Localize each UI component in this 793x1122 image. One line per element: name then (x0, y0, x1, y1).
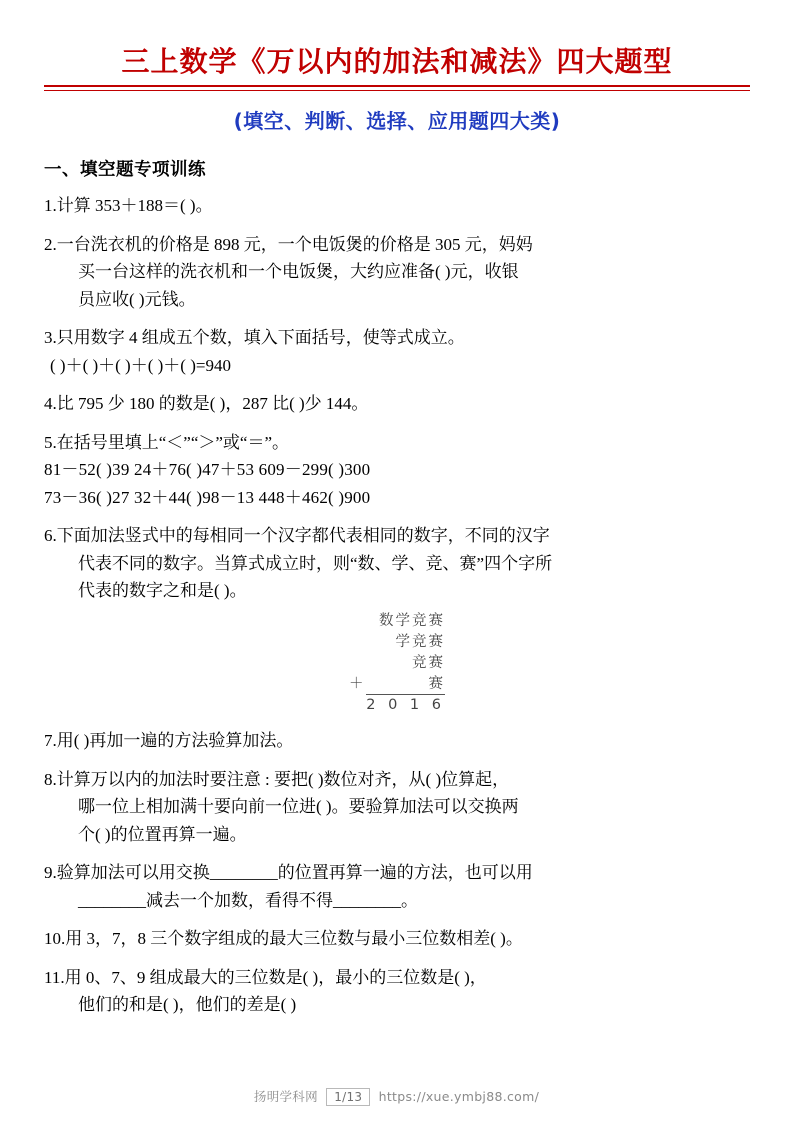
question-item (44, 964, 750, 1019)
question-line: 4.比 795 少 180 的数是( )，287 比( )少 144。 (44, 394, 369, 414)
question-item (44, 231, 750, 314)
plus-sign-icon: ＋ (349, 675, 366, 692)
question-item (44, 390, 750, 418)
puzzle-body (349, 611, 445, 716)
question-line: 73－36( )27 32＋44( )98－13 448＋462( )900 (44, 487, 371, 507)
page-title: 三上数学《万以内的加法和减法》四大题型 (121, 45, 673, 78)
question-line: 员应收( )元钱。 (78, 289, 196, 309)
puzzle-row-1: 数学竞赛 (379, 612, 445, 629)
title-divider (44, 85, 750, 91)
watermark-left: 扬明学科网 (253, 1089, 318, 1104)
question-line: 个( )的位置再算一遍。 (78, 824, 247, 844)
question-line: 代表的数字之和是( )。 (78, 581, 247, 601)
question-line: ________减去一个加数，看得不得________。 (78, 890, 418, 910)
puzzle-row-2: 学竞赛 (395, 633, 445, 650)
question-line: 81－52( )39 24＋76( )47＋53 609－299( )300 (44, 460, 371, 480)
question-item (44, 925, 750, 953)
puzzle-row-3: 竞赛 (412, 654, 445, 671)
question-line: 6.下面加法竖式中的每相同一个汉字都代表相同的数字，不同的汉字 (44, 526, 550, 546)
question-line: 8.计算万以内的加法时要注意 : 要把( )数位对齐，从( )位算起， (44, 769, 510, 789)
question-line: ( )＋( )＋( )＋( )＋( )=940 (50, 355, 231, 375)
question-line: 11.用 0、7、9 组成最大的三位数是( )，最小的三位数是( )， (44, 967, 487, 987)
page-footer (0, 1087, 793, 1106)
question-item (44, 766, 750, 849)
question-line: 7.用( )再加一遍的方法验算加法。 (44, 730, 294, 750)
section-heading: 一、填空题专项训练 (44, 160, 206, 180)
question-item (44, 859, 750, 914)
vertical-addition-figure (44, 611, 750, 716)
question-line: 哪一位上相加满十要向前一位进( )。要验算加法可以交换两 (78, 797, 519, 817)
question-item (44, 429, 750, 512)
question-item (44, 192, 750, 220)
watermark-url: https://xue.ymbj88.com/ (378, 1089, 540, 1104)
puzzle-sum: 2 0 1 6 (366, 694, 445, 713)
page-content (44, 44, 750, 1019)
question-line: 1.计算 353＋188＝( )。 (44, 196, 213, 215)
question-line: 9.验算加法可以用交换________的位置再算一遍的方法，也可以用 (44, 863, 533, 883)
question-item (44, 522, 750, 605)
title-block (44, 44, 750, 134)
page-subtitle: (填空、判断、选择、应用题四大类) (233, 109, 561, 133)
puzzle-row-4-value: 赛 (428, 675, 445, 692)
question-line: 买一台这样的洗衣机和一个电饭煲，大约应准备( )元，收银 (78, 262, 519, 282)
question-line: 3.只用数字 4 组成五个数，填入下面括号，使等式成立。 (44, 328, 465, 348)
question-line: 2.一台洗衣机的价格是 898 元，一个电饭煲的价格是 305 元，妈妈 (44, 234, 533, 254)
question-item (44, 727, 750, 755)
question-item (44, 324, 750, 379)
page-number: 1/13 (326, 1088, 370, 1106)
question-line: 10.用 3，7，8 三个数字组成的最大三位数与最小三位数相差( )。 (44, 929, 523, 949)
question-line: 代表不同的数字。当算式成立时，则“数、学、竞、赛”四个字所 (78, 553, 553, 573)
question-line: 他们的和是( )，他们的差是( ) (78, 995, 297, 1015)
puzzle-row-4 (349, 674, 445, 695)
question-line: 5.在括号里填上“＜”“＞”或“＝”。 (44, 432, 290, 452)
